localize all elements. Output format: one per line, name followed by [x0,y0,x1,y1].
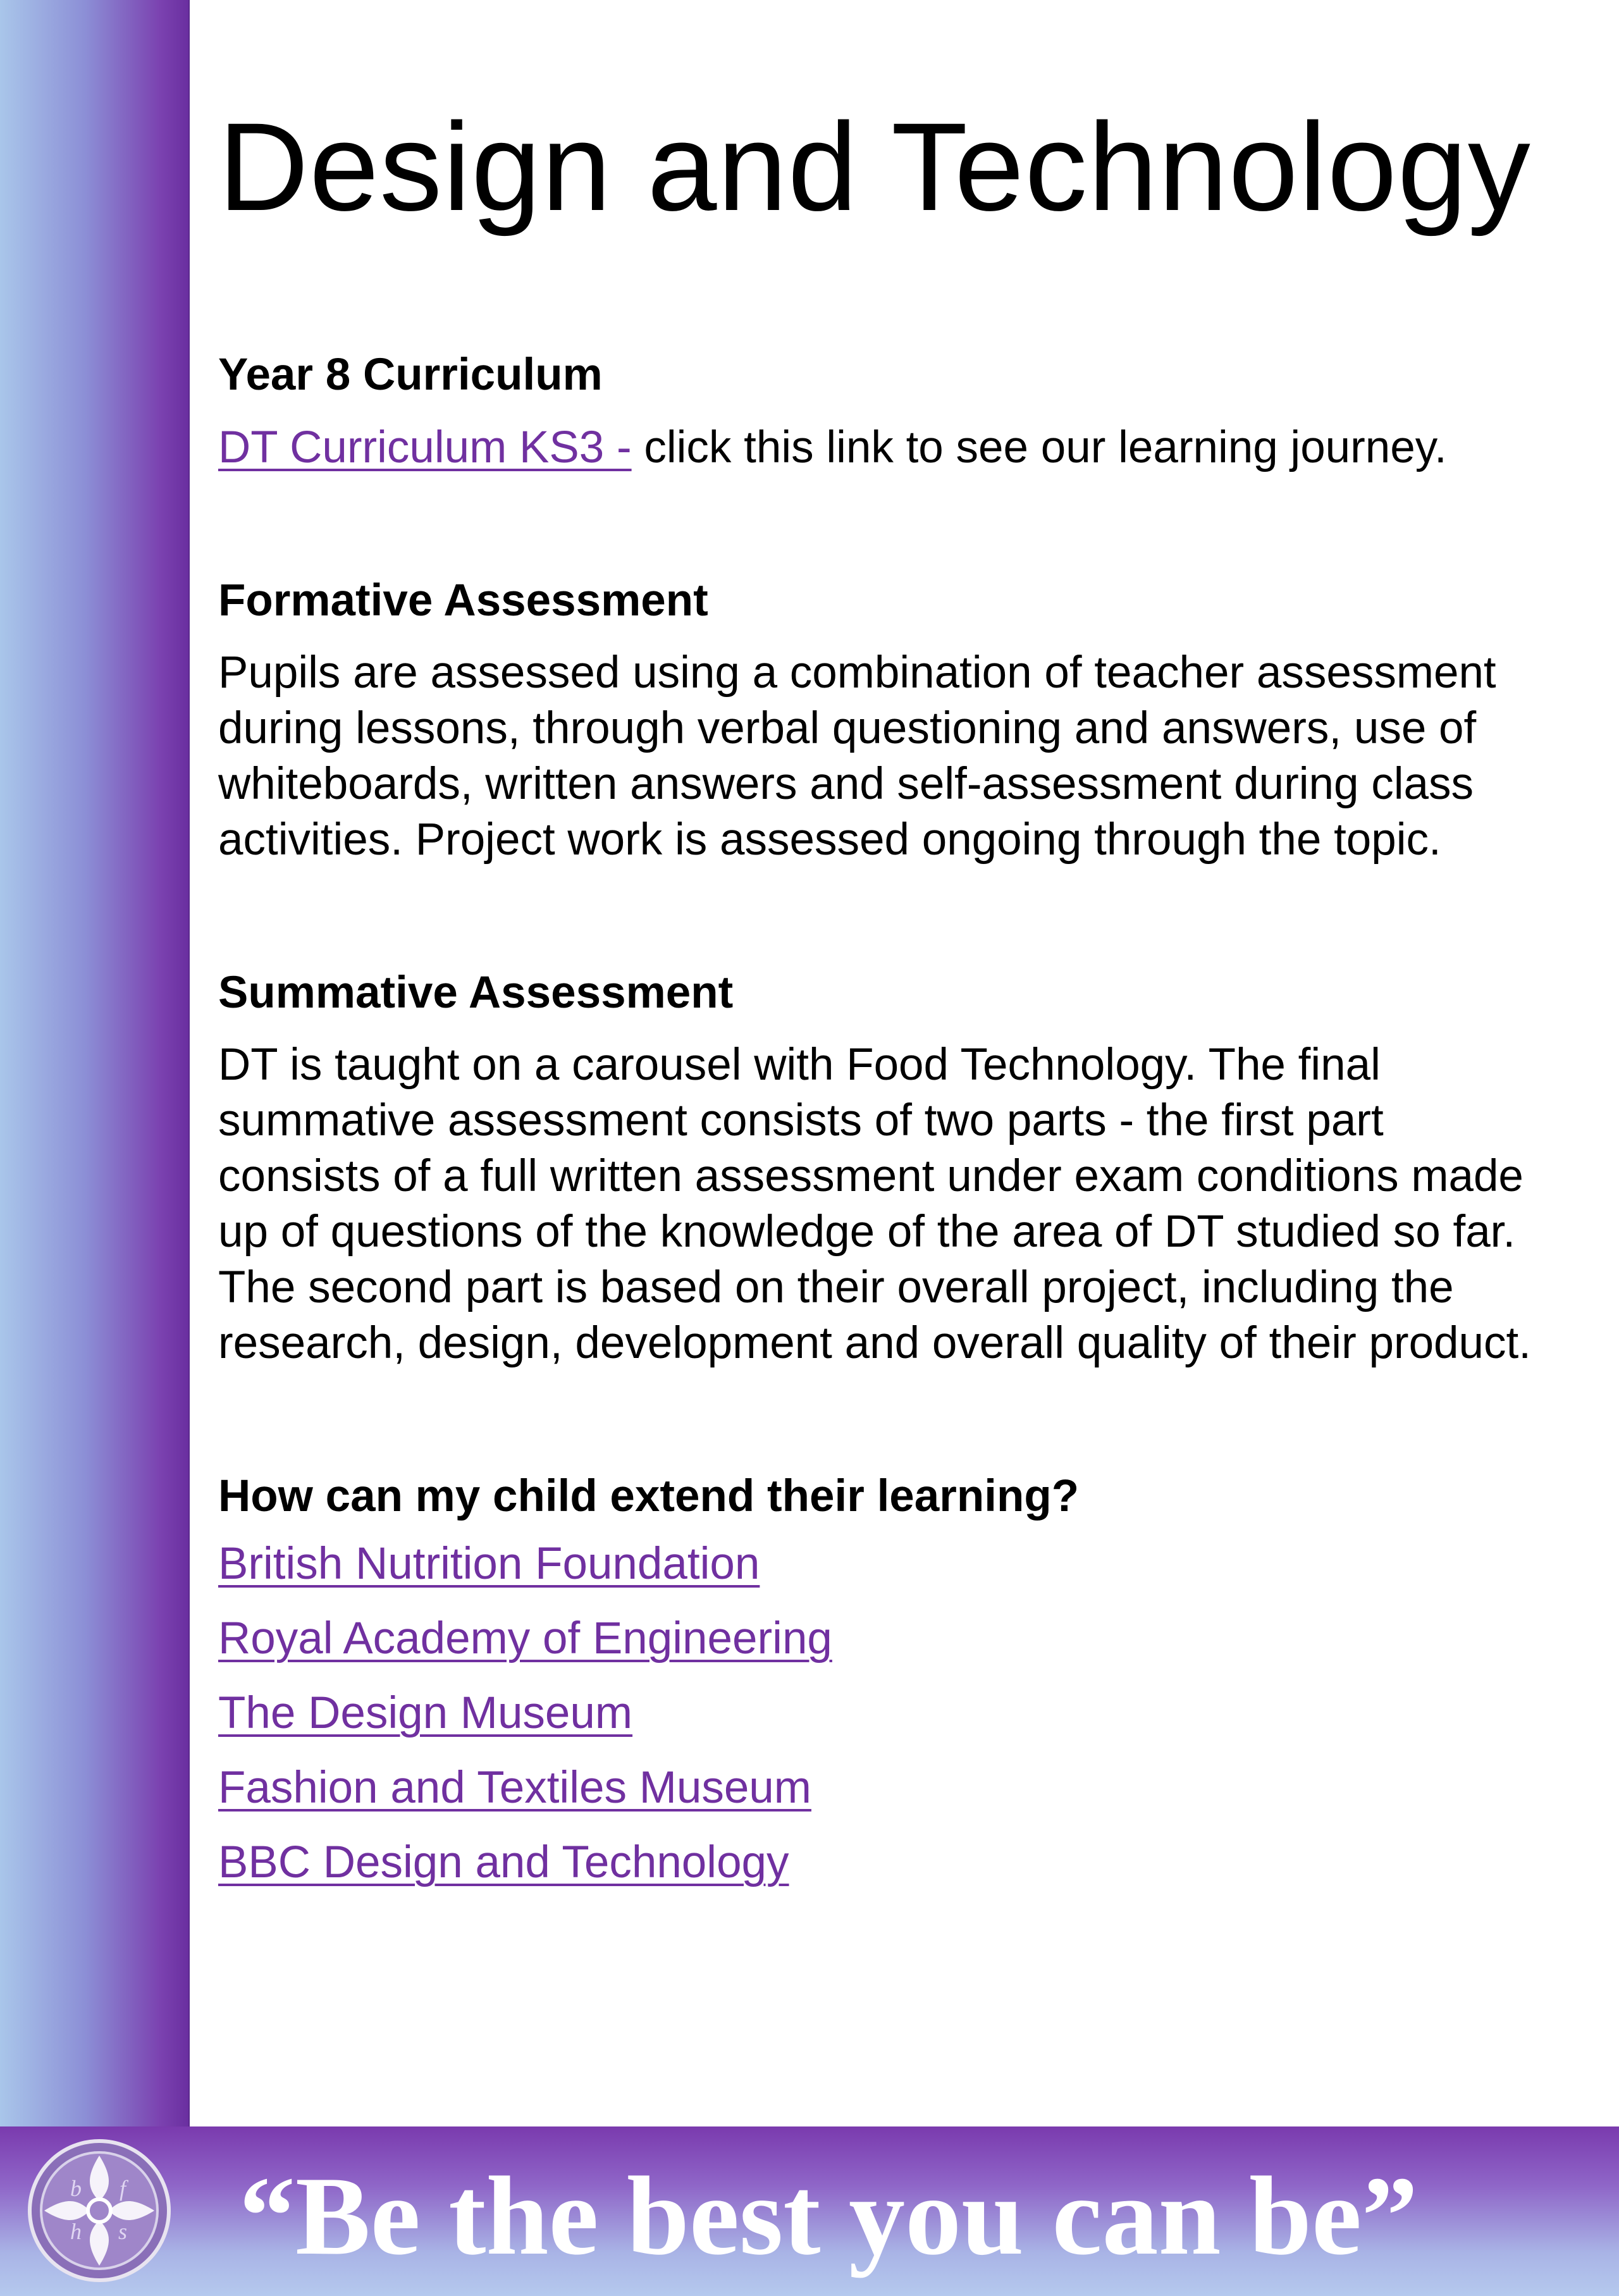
summative-line: up of questions of the knowledge of the area of DT studied so far. [218,1207,1516,1257]
summative-line: research, design, development and overall quality of their product. [218,1318,1531,1369]
decorative-sidebar [0,0,190,2126]
formative-line: activities. Project work is assessed ongoing through the topic. [218,815,1441,865]
summative-heading: Summative Assessment [218,968,734,1018]
curriculum-section [218,348,1597,474]
royal-academy-of-engineering-link[interactable]: Royal Academy of Engineering [218,1614,832,1664]
formative-line: Pupils are assessed using a combination of teacher assessment [218,648,1496,698]
formative-section [218,574,1597,868]
fashion-textiles-museum-link[interactable]: Fashion and Textiles Museum [218,1763,811,1813]
crest-letter: h [70,2219,82,2244]
extend-learning-section [218,1469,1597,1900]
curriculum-link-description: click this link to see our learning journey. [631,423,1447,473]
crest-letter: f [119,2176,126,2201]
school-motto: “Be the best you can be” [239,2153,1419,2278]
design-museum-link[interactable]: The Design Museum [218,1688,633,1739]
curriculum-link-line [218,421,1597,474]
formative-heading: Formative Assessment [218,576,708,626]
formative-paragraph [218,645,1597,868]
extend-learning-links [218,1527,1597,1900]
extend-learning-heading: How can my child extend their learning? [218,1471,1080,1521]
curriculum-heading: Year 8 Curriculum [218,350,603,400]
summative-line: The second part is based on their overall project, including the [218,1262,1454,1313]
formative-line: whiteboards, written answers and self-assessment during class [218,759,1474,810]
school-crest-icon [27,2138,172,2283]
summative-line: summative assessment consists of two parts - the first part [218,1096,1384,1146]
footer-banner [0,2126,1619,2296]
crest-letter: b [70,2176,82,2201]
summative-line: DT is taught on a carousel with Food Technology. The final [218,1040,1381,1090]
crest-letter: s [118,2219,128,2244]
page-title: Design and Technology [218,97,1531,237]
summative-paragraph [218,1037,1597,1371]
dt-curriculum-ks3-link[interactable]: DT Curriculum KS3 - [218,423,632,473]
british-nutrition-foundation-link[interactable]: British Nutrition Foundation [218,1539,760,1589]
formative-line: during lessons, through verbal questioning and answers, use of [218,703,1477,754]
summative-section [218,966,1597,1371]
summative-line: consists of a full written assessment under exam conditions made [218,1151,1524,1202]
bbc-design-technology-link[interactable]: BBC Design and Technology [218,1837,789,1888]
